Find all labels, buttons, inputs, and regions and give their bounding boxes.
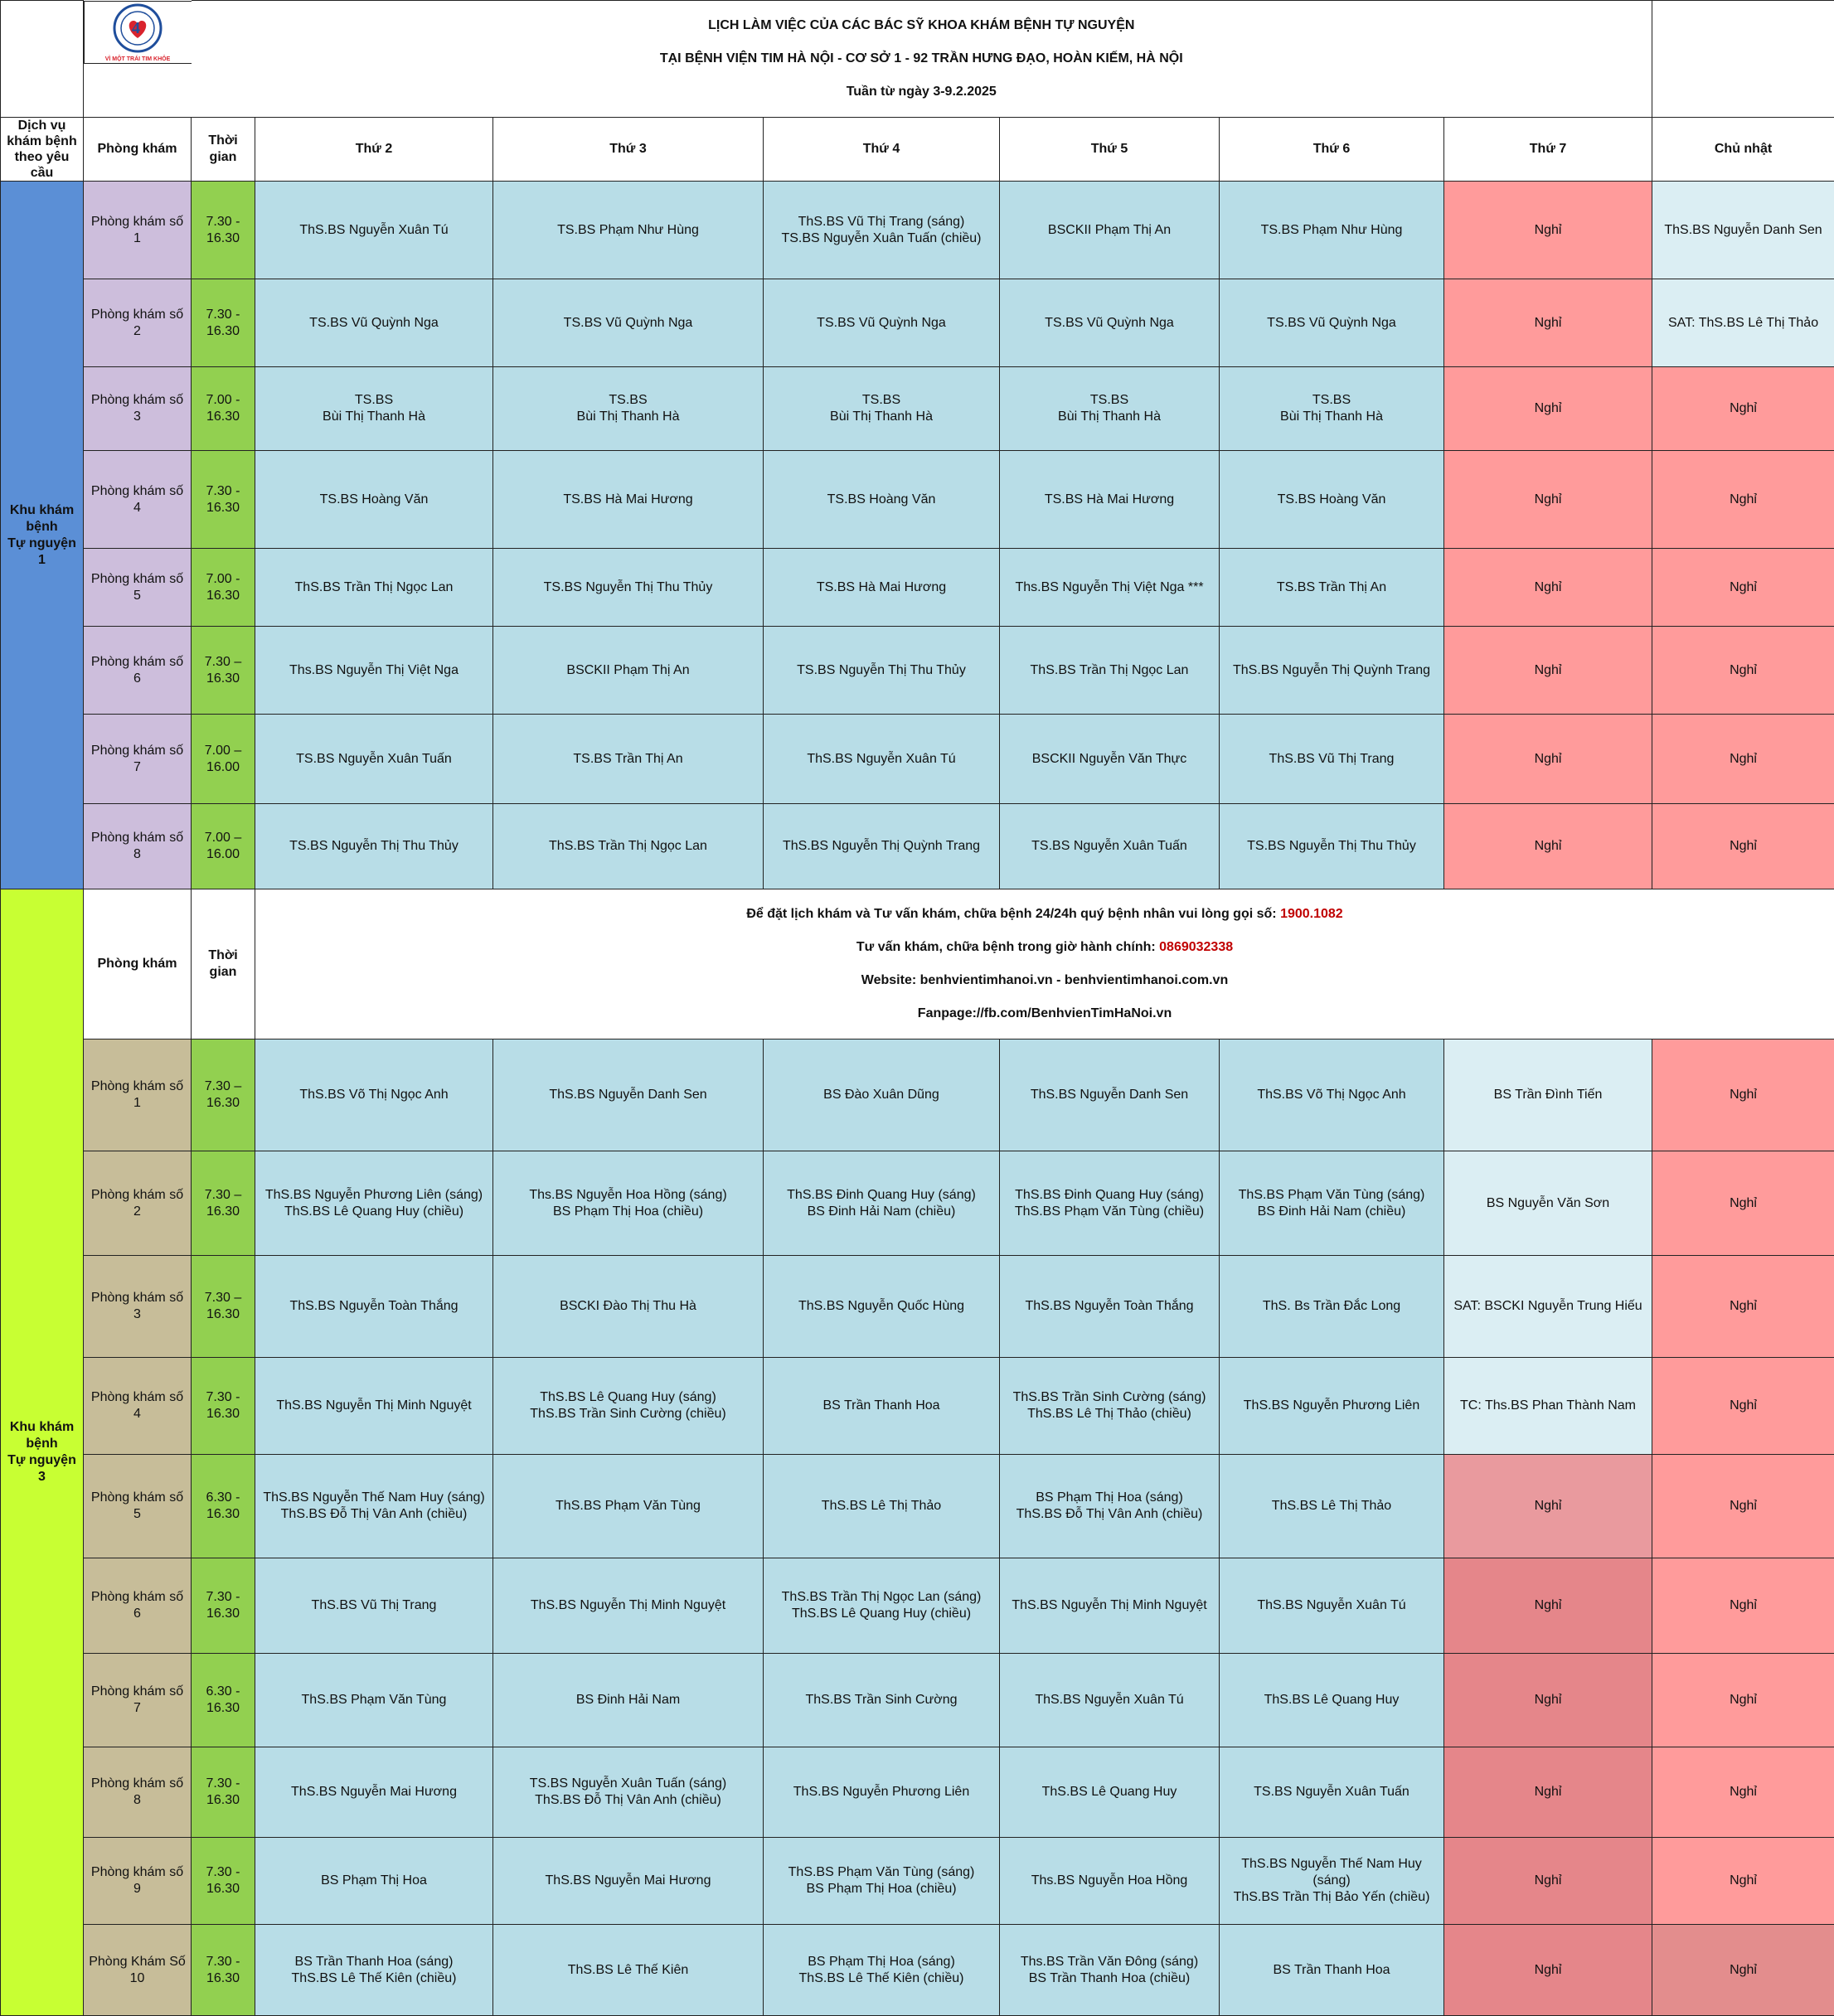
room-cell: Phòng khám số 2 <box>84 1151 192 1256</box>
svg-text:VÌ MỘT TRÁI TIM KHỎE: VÌ MỘT TRÁI TIM KHỎE <box>105 55 171 62</box>
booking-hotline-label: Để đặt lịch khám và Tư vấn khám, chữa bệnh 24/24h quý bệnh nhân vui lòng gọi số: <box>746 907 1280 921</box>
table-row <box>1 182 1834 279</box>
off-cell: Nghỉ <box>1652 1925 1834 2016</box>
doctor-cell: TS.BS Phạm Như Hùng <box>493 182 764 279</box>
doctor-cell: ThS.BS Vũ Thị Trang <box>1220 715 1444 804</box>
doctor-cell: ThS. Bs Trần Đắc Long <box>1220 1256 1444 1358</box>
doctor-cell: BS Phạm Thị Hoa (sáng) ThS.BS Đỗ Thị Vân Anh (chiều) <box>1000 1455 1220 1558</box>
zone-3-label: Khu khám bệnh Tự nguyện 3 <box>1 889 84 2016</box>
header-room: Phòng khám <box>84 889 192 1040</box>
off-cell: Nghỉ <box>1652 627 1834 715</box>
doctor-cell: BS Đinh Hải Nam <box>493 1654 764 1747</box>
doctor-cell: TS.BS Hoàng Văn <box>255 451 493 549</box>
room-cell: Phòng khám số 5 <box>84 1455 192 1558</box>
off-cell: Nghỉ <box>1652 367 1834 451</box>
table-row <box>1 1838 1834 1925</box>
booking-info <box>255 889 1834 1040</box>
off-cell: Nghỉ <box>1444 279 1652 367</box>
time-cell: 7.30 - 16.30 <box>192 182 255 279</box>
title-line-2: TẠI BỆNH VIỆN TIM HÀ NỘI - CƠ SỞ 1 - 92 TRẦN HƯNG ĐẠO, HOÀN KIẾM, HÀ NỘI <box>195 51 1649 67</box>
doctor-cell: ThS.BS Trần Thị Ngọc Lan <box>493 804 764 889</box>
table-row <box>1 715 1834 804</box>
table-row <box>1 1654 1834 1747</box>
office-hours-label: Tư vấn khám, chữa bệnh trong giờ hành chính: <box>856 940 1159 954</box>
doctor-cell: TC: Ths.BS Phan Thành Nam <box>1444 1358 1652 1455</box>
doctor-cell: ThS.BS Nguyễn Mai Hương <box>255 1747 493 1838</box>
corner-cell <box>1 1 84 118</box>
hotline-number[interactable]: 1900.1082 <box>1280 907 1343 921</box>
off-cell: Nghỉ <box>1444 627 1652 715</box>
doctor-cell: ThS.BS Đinh Quang Huy (sáng) BS Đinh Hải Nam (chiều) <box>764 1151 1000 1256</box>
table-row <box>1 1256 1834 1358</box>
doctor-cell: BS Trần Đình Tiến <box>1444 1040 1652 1151</box>
doctor-cell: TS.BS Nguyễn Xuân Tuấn <box>1220 1747 1444 1838</box>
doctor-cell: Ths.BS Nguyễn Thị Việt Nga *** <box>1000 549 1220 627</box>
doctor-cell: TS.BS Bùi Thị Thanh Hà <box>1220 367 1444 451</box>
booking-line-2 <box>259 939 1831 956</box>
doctor-cell: TS.BS Hoàng Văn <box>764 451 1000 549</box>
doctor-cell: ThS.BS Nguyễn Xuân Tú <box>255 182 493 279</box>
time-cell: 7.30 - 16.30 <box>192 451 255 549</box>
header-day-mon: Thứ 2 <box>255 118 493 182</box>
room-cell: Phòng khám số 4 <box>84 451 192 549</box>
fanpage-link[interactable]: Fanpage://fb.com/BenhvienTimHaNoi.vn <box>259 1006 1831 1022</box>
doctor-cell: ThS.BS Nguyễn Phương Liên (sáng) ThS.BS Lê Quang Huy (chiều) <box>255 1151 493 1256</box>
doctor-cell: ThS.BS Nguyễn Danh Sen <box>1652 182 1834 279</box>
off-cell: Nghỉ <box>1444 1925 1652 2016</box>
zone-1-label: Khu khám bệnh Tự nguyện 1 <box>1 182 84 889</box>
header-day-wed: Thứ 4 <box>764 118 1000 182</box>
time-cell: 7.30 - 16.30 <box>192 1838 255 1925</box>
room-cell: Phòng khám số 3 <box>84 1256 192 1358</box>
header-day-sun: Chủ nhật <box>1652 118 1834 182</box>
doctor-cell: TS.BS Vũ Quỳnh Nga <box>1000 279 1220 367</box>
table-row <box>1 804 1834 889</box>
doctor-cell: ThS.BS Nguyễn Danh Sen <box>1000 1040 1220 1151</box>
off-cell: Nghỉ <box>1652 1151 1834 1256</box>
doctor-cell: TS.BS Hà Mai Hương <box>1000 451 1220 549</box>
off-cell: Nghỉ <box>1652 1654 1834 1747</box>
doctor-cell: BS Trần Thanh Hoa <box>1220 1925 1444 2016</box>
doctor-cell: ThS.BS Nguyễn Danh Sen <box>493 1040 764 1151</box>
off-cell: Nghỉ <box>1652 549 1834 627</box>
time-cell: 7.00 – 16.00 <box>192 804 255 889</box>
doctor-cell: ThS.BS Nguyễn Thị Minh Nguyệt <box>1000 1558 1220 1654</box>
doctor-cell: ThS.BS Nguyễn Thị Minh Nguyệt <box>255 1358 493 1455</box>
off-cell: Nghỉ <box>1652 451 1834 549</box>
table-row <box>1 627 1834 715</box>
doctor-cell: BSCKII Phạm Thị An <box>1000 182 1220 279</box>
room-cell: Phòng khám số 5 <box>84 549 192 627</box>
doctor-cell: ThS.BS Võ Thị Ngọc Anh <box>255 1040 493 1151</box>
doctor-cell: ThS.BS Lê Quang Huy <box>1220 1654 1444 1747</box>
doctor-cell: TS.BS Nguyễn Thị Thu Thủy <box>493 549 764 627</box>
doctor-cell: Ths.BS Nguyễn Hoa Hồng (sáng) BS Phạm Thị Hoa (chiều) <box>493 1151 764 1256</box>
doctor-cell: ThS.BS Phạm Văn Tùng <box>255 1654 493 1747</box>
doctor-cell: ThS.BS Nguyễn Xuân Tú <box>764 715 1000 804</box>
table-row <box>1 1747 1834 1838</box>
doctor-cell: ThS.BS Nguyễn Thế Nam Huy (sáng) ThS.BS Đỗ Thị Vân Anh (chiều) <box>255 1455 493 1558</box>
off-cell: Nghỉ <box>1444 451 1652 549</box>
header-time: Thời gian <box>192 889 255 1040</box>
title-line-1: LỊCH LÀM VIỆC CỦA CÁC BÁC SỸ KHOA KHÁM BỆNH TỰ NGUYỆN <box>195 17 1649 34</box>
off-cell: Nghỉ <box>1652 1256 1834 1358</box>
doctor-cell: TS.BS Phạm Như Hùng <box>1220 182 1444 279</box>
doctor-cell: TS.BS Hà Mai Hương <box>764 549 1000 627</box>
doctor-cell: TS.BS Nguyễn Xuân Tuấn <box>1000 804 1220 889</box>
off-cell: Nghỉ <box>1444 715 1652 804</box>
time-cell: 7.00 - 16.30 <box>192 367 255 451</box>
off-cell: Nghỉ <box>1444 1747 1652 1838</box>
table-row <box>1 1040 1834 1151</box>
doctor-cell: ThS.BS Lê Quang Huy <box>1000 1747 1220 1838</box>
header-room: Phòng khám <box>84 118 192 182</box>
doctor-cell: ThS.BS Vũ Thị Trang <box>255 1558 493 1654</box>
doctor-cell: ThS.BS Nguyễn Xuân Tú <box>1220 1558 1444 1654</box>
booking-line-1 <box>259 906 1831 923</box>
doctor-cell: ThS.BS Trần Sinh Cường <box>764 1654 1000 1747</box>
doctor-cell: Ths.BS Trần Văn Đông (sáng) BS Trần Thanh Hoa (chiều) <box>1000 1925 1220 2016</box>
room-cell: Phòng khám số 6 <box>84 1558 192 1654</box>
doctor-cell: TS.BS Vũ Quỳnh Nga <box>493 279 764 367</box>
doctor-cell: TS.BS Bùi Thị Thanh Hà <box>764 367 1000 451</box>
section-3-header-row <box>1 889 1834 1040</box>
header-time: Thời gian <box>192 118 255 182</box>
room-cell: Phòng khám số 8 <box>84 1747 192 1838</box>
time-cell: 6.30 - 16.30 <box>192 1654 255 1747</box>
room-cell: Phòng khám số 4 <box>84 1358 192 1455</box>
doctor-cell: ThS.BS Nguyễn Phương Liên <box>764 1747 1000 1838</box>
doctor-cell: ThS.BS Trần Thị Ngọc Lan <box>255 549 493 627</box>
doctor-cell: BSCKII Nguyễn Văn Thực <box>1000 715 1220 804</box>
doctor-cell: TS.BS Vũ Quỳnh Nga <box>255 279 493 367</box>
doctor-cell: ThS.BS Nguyễn Thị Quỳnh Trang <box>764 804 1000 889</box>
off-cell: Nghỉ <box>1444 804 1652 889</box>
title-right-cell <box>1652 1 1834 118</box>
doctor-cell: ThS.BS Nguyễn Quốc Hùng <box>764 1256 1000 1358</box>
off-cell: Nghỉ <box>1444 1558 1652 1654</box>
doctor-cell: Ths.BS Nguyễn Thị Việt Nga <box>255 627 493 715</box>
off-cell: Nghỉ <box>1652 1747 1834 1838</box>
room-cell: Phòng khám số 6 <box>84 627 192 715</box>
time-cell: 7.30 - 16.30 <box>192 279 255 367</box>
doctor-cell: ThS.BS Võ Thị Ngọc Anh <box>1220 1040 1444 1151</box>
table-row <box>1 1925 1834 2016</box>
room-cell: Phòng khám số 1 <box>84 1040 192 1151</box>
doctor-cell: TS.BS Nguyễn Xuân Tuấn <box>255 715 493 804</box>
hospital-logo <box>84 1 192 64</box>
doctor-cell: TS.BS Bùi Thị Thanh Hà <box>255 367 493 451</box>
doctor-cell: BSCKII Phạm Thị An <box>493 627 764 715</box>
doctor-cell: ThS.BS Trần Thị Ngọc Lan (sáng) ThS.BS Lê Quang Huy (chiều) <box>764 1558 1000 1654</box>
off-cell: Nghỉ <box>1444 1455 1652 1558</box>
time-cell: 7.30 – 16.30 <box>192 1040 255 1151</box>
doctor-cell: ThS.BS Lê Thị Thảo <box>764 1455 1000 1558</box>
off-cell: Nghỉ <box>1652 804 1834 889</box>
off-cell: Nghỉ <box>1652 715 1834 804</box>
doctor-cell: TS.BS Trần Thị An <box>493 715 764 804</box>
website-link[interactable]: Website: benhvientimhanoi.vn - benhvientimhanoi.com.vn <box>259 972 1831 989</box>
doctor-cell: ThS.BS Nguyễn Thị Quỳnh Trang <box>1220 627 1444 715</box>
header-day-fri: Thứ 6 <box>1220 118 1444 182</box>
doctor-cell: Ths.BS Nguyễn Hoa Hồng <box>1000 1838 1220 1925</box>
doctor-cell: BSCKI Đào Thị Thu Hà <box>493 1256 764 1358</box>
room-cell: Phòng Khám Số 10 <box>84 1925 192 2016</box>
doctor-cell: ThS.BS Trần Thị Ngọc Lan <box>1000 627 1220 715</box>
time-cell: 7.30 – 16.30 <box>192 627 255 715</box>
doctor-cell: TS.BS Bùi Thị Thanh Hà <box>493 367 764 451</box>
off-cell: Nghỉ <box>1444 1654 1652 1747</box>
time-cell: 7.00 – 16.00 <box>192 715 255 804</box>
room-cell: Phòng khám số 3 <box>84 367 192 451</box>
time-cell: 7.30 - 16.30 <box>192 1358 255 1455</box>
doctor-cell: TS.BS Hoàng Văn <box>1220 451 1444 549</box>
time-cell: 7.30 - 16.30 <box>192 1925 255 2016</box>
doctor-cell: ThS.BS Phạm Văn Tùng <box>493 1455 764 1558</box>
off-cell: Nghỉ <box>1652 1558 1834 1654</box>
time-cell: 7.30 – 16.30 <box>192 1256 255 1358</box>
doctor-cell: BS Trần Thanh Hoa (sáng) ThS.BS Lê Thế Kiên (chiều) <box>255 1925 493 2016</box>
table-row <box>1 279 1834 367</box>
table-row <box>1 1358 1834 1455</box>
title-line-3: Tuần từ ngày 3-9.2.2025 <box>195 84 1649 100</box>
doctor-cell: TS.BS Nguyễn Thị Thu Thủy <box>764 627 1000 715</box>
doctor-cell: SAT: BSCKI Nguyễn Trung Hiếu <box>1444 1256 1652 1358</box>
room-cell: Phòng khám số 8 <box>84 804 192 889</box>
title-row <box>1 1 1834 118</box>
header-day-sat: Thứ 7 <box>1444 118 1652 182</box>
doctor-cell: BS Đào Xuân Dũng <box>764 1040 1000 1151</box>
doctor-cell: ThS.BS Lê Quang Huy (sáng) ThS.BS Trần Sinh Cường (chiều) <box>493 1358 764 1455</box>
table-row <box>1 451 1834 549</box>
off-cell: Nghỉ <box>1652 1358 1834 1455</box>
room-cell: Phòng khám số 7 <box>84 715 192 804</box>
header-day-tue: Thứ 3 <box>493 118 764 182</box>
doctor-cell: ThS.BS Nguyễn Phương Liên <box>1220 1358 1444 1455</box>
time-cell: 7.30 – 16.30 <box>192 1151 255 1256</box>
room-cell: Phòng khám số 2 <box>84 279 192 367</box>
doctor-cell: ThS.BS Nguyễn Thế Nam Huy (sáng) ThS.BS Trần Thị Bảo Yến (chiều) <box>1220 1838 1444 1925</box>
column-header-row <box>1 118 1834 182</box>
doctor-cell: TS.BS Vũ Quỳnh Nga <box>1220 279 1444 367</box>
off-cell: Nghỉ <box>1652 1040 1834 1151</box>
off-cell: Nghỉ <box>1652 1838 1834 1925</box>
doctor-cell: ThS.BS Nguyễn Thị Minh Nguyệt <box>493 1558 764 1654</box>
doctor-cell: SAT: ThS.BS Lê Thị Thảo <box>1652 279 1834 367</box>
room-cell: Phòng khám số 7 <box>84 1654 192 1747</box>
header-day-thu: Thứ 5 <box>1000 118 1220 182</box>
doctor-cell: ThS.BS Nguyễn Xuân Tú <box>1000 1654 1220 1747</box>
doctor-cell: ThS.BS Đinh Quang Huy (sáng) ThS.BS Phạm Văn Tùng (chiều) <box>1000 1151 1220 1256</box>
doctor-cell: TS.BS Trần Thị An <box>1220 549 1444 627</box>
table-row <box>1 1455 1834 1558</box>
doctor-cell: TS.BS Vũ Quỳnh Nga <box>764 279 1000 367</box>
doctor-cell: ThS.BS Trần Sinh Cường (sáng) ThS.BS Lê Thị Thảo (chiều) <box>1000 1358 1220 1455</box>
doctor-cell: TS.BS Bùi Thị Thanh Hà <box>1000 367 1220 451</box>
office-phone-number[interactable]: 0869032338 <box>1159 940 1233 954</box>
time-cell: 7.00 - 16.30 <box>192 549 255 627</box>
doctor-cell: ThS.BS Lê Thị Thảo <box>1220 1455 1444 1558</box>
time-cell: 6.30 - 16.30 <box>192 1455 255 1558</box>
doctor-cell: BS Phạm Thị Hoa (sáng) ThS.BS Lê Thế Kiên (chiều) <box>764 1925 1000 2016</box>
page-title <box>192 1 1652 118</box>
off-cell: Nghỉ <box>1444 1838 1652 1925</box>
svg-text:4: 4 <box>132 19 140 37</box>
doctor-cell: ThS.BS Phạm Văn Tùng (sáng) BS Đinh Hải Nam (chiều) <box>1220 1151 1444 1256</box>
doctor-cell: ThS.BS Vũ Thị Trang (sáng) TS.BS Nguyễn Xuân Tuấn (chiều) <box>764 182 1000 279</box>
doctor-cell: TS.BS Nguyễn Thị Thu Thủy <box>1220 804 1444 889</box>
off-cell: Nghỉ <box>1444 367 1652 451</box>
table-row <box>1 1558 1834 1654</box>
header-service: Dịch vụ khám bệnh theo yêu cầu <box>1 118 84 182</box>
doctor-cell: ThS.BS Nguyễn Toàn Thắng <box>1000 1256 1220 1358</box>
doctor-cell: ThS.BS Phạm Văn Tùng (sáng) BS Phạm Thị Hoa (chiều) <box>764 1838 1000 1925</box>
room-cell: Phòng khám số 9 <box>84 1838 192 1925</box>
doctor-cell: BS Trần Thanh Hoa <box>764 1358 1000 1455</box>
doctor-cell: ThS.BS Lê Thế Kiên <box>493 1925 764 2016</box>
doctor-cell: BS Nguyễn Văn Sơn <box>1444 1151 1652 1256</box>
doctor-cell: ThS.BS Nguyễn Mai Hương <box>493 1838 764 1925</box>
doctor-cell: BS Phạm Thị Hoa <box>255 1838 493 1925</box>
doctor-cell: TS.BS Hà Mai Hương <box>493 451 764 549</box>
off-cell: Nghỉ <box>1652 1455 1834 1558</box>
room-cell: Phòng khám số 1 <box>84 182 192 279</box>
off-cell: Nghỉ <box>1444 549 1652 627</box>
heart-logo-icon <box>95 2 181 63</box>
doctor-cell: TS.BS Nguyễn Thị Thu Thủy <box>255 804 493 889</box>
off-cell: Nghỉ <box>1444 182 1652 279</box>
doctor-cell: ThS.BS Nguyễn Toàn Thắng <box>255 1256 493 1358</box>
table-row <box>1 549 1834 627</box>
time-cell: 7.30 - 16.30 <box>192 1558 255 1654</box>
table-row <box>1 1151 1834 1256</box>
table-row <box>1 367 1834 451</box>
time-cell: 7.30 - 16.30 <box>192 1747 255 1838</box>
doctor-cell: TS.BS Nguyễn Xuân Tuấn (sáng) ThS.BS Đỗ Thị Vân Anh (chiều) <box>493 1747 764 1838</box>
